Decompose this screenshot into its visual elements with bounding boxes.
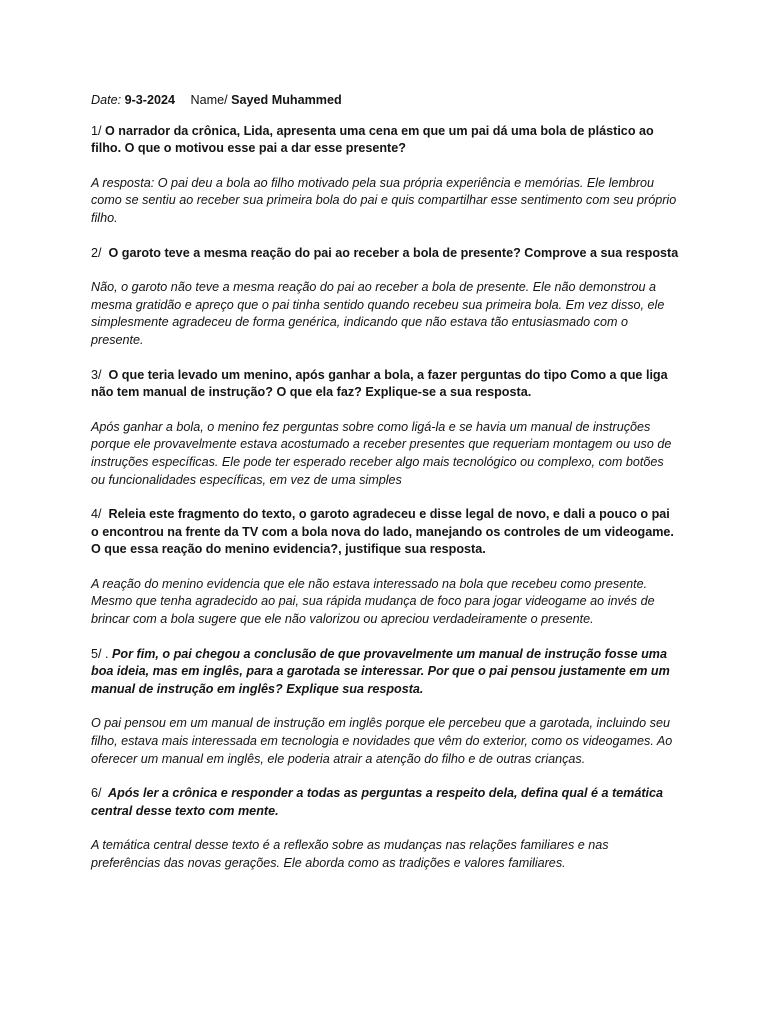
question-5-number: 5/ . <box>91 646 109 661</box>
question-1 <box>91 123 679 158</box>
question-6 <box>91 785 679 820</box>
answer-5: O pai pensou em um manual de instrução em inglês porque ele percebeu que a garotada, incluindo seu filho, estava mais interessada em tecnologia e novidades que vêm do exterior, como os videogames. Ao oferecer um manual em inglês, ele poderia atrair a atenção do filho e de outras crianças. <box>91 716 673 766</box>
student-name: Sayed Muhammed <box>231 93 342 107</box>
question-1-number: 1/ <box>91 123 102 138</box>
question-5 <box>91 646 679 699</box>
question-5-text: Por fim, o pai chegou a conclusão de que provavelmente um manual de instrução fosse uma boa ideia, mas em inglês, para a garotada se interessar. Por que o pai pensou justamente em um manual de instrução em inglês? Explique sua resposta. <box>91 646 670 696</box>
document-page <box>91 92 679 890</box>
header-line <box>91 92 679 110</box>
answer-3: Após ganhar a bola, o menino fez perguntas sobre como ligá-la e se havia um manual de instruções porque ele provavelmente estava acostumado a receber presentes que requeriam montagem ou uso de instruções específicas. Ele pode ter esperado receber algo mais tecnológico ou complexo, com botões ou funcionalidades específicas, em vez de uma simples <box>91 419 672 487</box>
question-1-text: O narrador da crônica, Lida, apresenta uma cena em que um pai dá uma bola de plástico ao filho. O que o motivou esse pai a dar esse presente? <box>91 123 654 156</box>
question-3-number: 3/ <box>91 367 102 382</box>
question-block-1 <box>91 123 679 228</box>
question-2-number: 2/ <box>91 245 102 260</box>
date-label: Date: <box>91 93 122 107</box>
question-2 <box>91 245 679 263</box>
question-6-text: Após ler a crônica e responder a todas as perguntas a respeito dela, defina qual é a temática central desse texto com mente. <box>91 786 664 818</box>
question-6-number: 6/ <box>91 786 102 801</box>
question-block-5 <box>91 646 679 769</box>
question-block-4 <box>91 506 679 629</box>
question-3 <box>91 367 679 402</box>
answer-4: A reação do menino evidencia que ele não estava interessado na bola que recebeu como presente. Mesmo que tenha agradecido ao pai, sua rápida mudança de foco para jogar videogame ao invés de brincar com a bola sugere que ele não valorizou ou apreciou verdadeiramente o presente. <box>91 576 655 627</box>
answer-6: A temática central desse texto é a reflexão sobre as mudanças nas relações familiares e nas preferências das novas gerações. Ele aborda como as tradições e valores familiares. <box>91 838 609 870</box>
date-value: 9-3-2024 <box>124 93 176 107</box>
question-4-number: 4/ <box>91 507 102 522</box>
question-3-text: O que teria levado um menino, após ganhar a bola, a fazer perguntas do tipo Como a que liga não tem manual de instrução? O que ela faz? Explique-se a sua resposta. <box>91 367 668 400</box>
question-2-text: O garoto teve a mesma reação do pai ao receber a bola de presente? Comprove a sua resposta <box>108 245 679 260</box>
question-block-3 <box>91 367 679 490</box>
question-4 <box>91 506 679 559</box>
answer-2: Não, o garoto não teve a mesma reação do pai ao receber a bola de presente. Ele não demonstrou a mesma gratidão e apreço que o pai tinha sentido quando recebeu sua primeira bola. Em vez disso, ele simplesmente agradeceu de forma genérica, indicando que não estava tão entusiasmado com o presente. <box>91 280 665 347</box>
answer-1: A resposta: O pai deu a bola ao filho motivado pela sua própria experiência e memórias. Ele lembrou como se sentiu ao receber sua primeira bola do pai e quis compartilhar esse sentimento com seu próprio filho. <box>91 175 677 225</box>
name-label: Name/ <box>190 93 228 107</box>
question-block-2 <box>91 245 679 350</box>
question-block-6 <box>91 785 679 872</box>
question-4-text: Releia este fragmento do texto, o garoto agradeceu e disse legal de novo, e dali a pouco o pai o encontrou na frente da TV com a bola nova do lado, manejando os controles de um videogame. O que essa reação do menino evidencia?, justifique sua resposta. <box>91 507 674 557</box>
